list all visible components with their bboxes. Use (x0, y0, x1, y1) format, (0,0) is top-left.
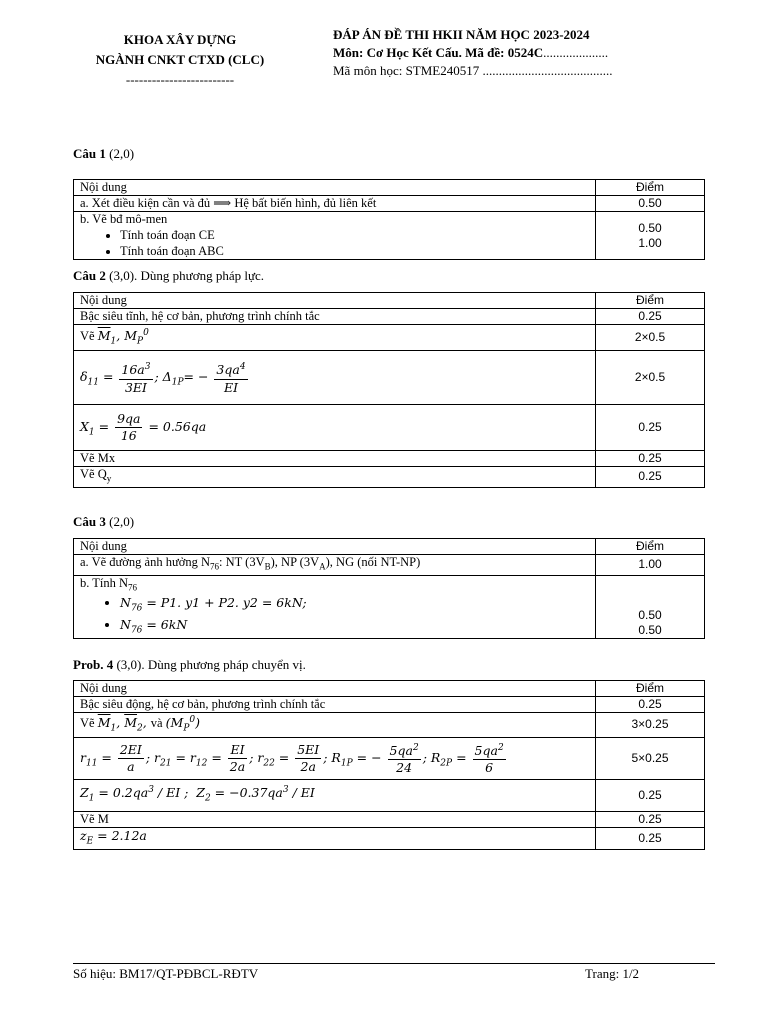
table-row (74, 779, 705, 811)
list-item: • $N_{76} = P1$. y1 + P2. y2 = 6kN; (120, 595, 589, 617)
faculty-name: KHOA XÂY DỰNG (123, 32, 237, 47)
q1-row-b-points: 0.50 1.00 (596, 212, 705, 260)
q3-title: Câu 3 (2,0) (73, 514, 135, 529)
q4-row-1: Bậc siêu động, hệ cơ bản, phương trình chính tắc (74, 697, 596, 713)
q2-row-5: Vẽ Mx (74, 451, 596, 467)
footer-doc-code: Số hiệu: BM17/QT-PĐBCL-RĐTV (73, 966, 259, 981)
q2-row-1: Bậc siêu tĩnh, hệ cơ bản, phương trình chính tắc (74, 309, 596, 325)
q4-table (73, 680, 705, 850)
program-name: NGÀNH CNKT CTXD (CLC) (95, 52, 265, 67)
col-points-header: Điểm (596, 681, 705, 697)
col-content-header: Nội dung (74, 539, 596, 555)
q1-table (73, 179, 705, 260)
table-header-row (74, 293, 705, 309)
header-divider: ------------------------- (125, 72, 235, 87)
q2-row-4-points: 0.25 (596, 405, 705, 451)
q4-row-6-points: 0.25 (596, 827, 705, 850)
q2-table (73, 292, 705, 488)
q4-row-2-points: 3×0.25 (596, 713, 705, 738)
q1-title: Câu 1 (2,0) (73, 146, 135, 161)
header-right (333, 26, 733, 80)
q1-row-b: b. Vẽ bđ mô-men • Tính toán đoạn CE • Tính toán đoạn ABC (74, 212, 596, 260)
q2-row-1-points: 0.25 (596, 309, 705, 325)
footer-divider (73, 963, 715, 964)
col-content-header: Nội dung (74, 681, 596, 697)
col-content-header: Nội dung (74, 293, 596, 309)
table-row (74, 467, 705, 488)
q2-title: Câu 2 (3,0). Dùng phương pháp lực. (73, 268, 265, 283)
q2-row-6-points: 0.25 (596, 467, 705, 488)
q4-row-5: Vẽ M (74, 811, 596, 827)
col-points-header: Điểm (596, 180, 705, 196)
q2-row-5-points: 0.25 (596, 451, 705, 467)
q4-row-3-points: 5×0.25 (596, 737, 705, 779)
exam-title: ĐÁP ÁN ĐỀ THI HKII NĂM HỌC 2023-2024 (333, 27, 590, 42)
table-row (74, 811, 705, 827)
q4-row-1-points: 0.25 (596, 697, 705, 713)
q4-row-3-formula: $r_{11}$ = $\frac{2EI}{a}$ ; $r_{21} = r_{12}$ = $\frac{EI}{2a}$ ; $r_{22}$ = $\frac{5EI}{2a}$ ; $R_{1P}$ = − $\frac{5qa^2}{24}$ ; $R_{2P}$ = $\frac{5qa^2}{6}$ (74, 737, 596, 779)
q2-row-2: Vẽ $\overline{M}_1$, $M_P^0$ (74, 325, 596, 351)
col-points-header: Điểm (596, 293, 705, 309)
q4-row-4-points: 0.25 (596, 779, 705, 811)
q2-row-4-formula: $X_1$ = $\frac{9qa}{16}$ = 0.56qa (74, 405, 596, 451)
q4-row-5-points: 0.25 (596, 811, 705, 827)
table-row (74, 575, 705, 639)
table-row (74, 351, 705, 405)
q1-row-a: a. Xét điều kiện cần và đủ ⟹ Hệ bất biến hình, đủ liên kết (74, 196, 596, 212)
q4-row-2: Vẽ $\overline{M}_1$, $\overline{M}_2$, và $(M_P^0)$ (74, 713, 596, 738)
col-points-header: Điểm (596, 539, 705, 555)
q3-row-b-points: 0.50 0.50 (596, 575, 705, 639)
q4-row-4-formula: $Z_1 = 0.2qa^3$ / EI ; $Z_2 = -0.37qa^3$ / EI (74, 779, 596, 811)
list-item: • Tính toán đoạn CE (120, 227, 589, 243)
subject-line: Môn: Cơ Học Kết Cấu. Mã đề: 0524C.................... (333, 45, 609, 60)
table-header-row (74, 180, 705, 196)
table-row (74, 737, 705, 779)
table-row (74, 405, 705, 451)
table-row (74, 309, 705, 325)
list-item: • $N_{76} = 6kN$ (120, 617, 589, 639)
q2-row-3-points: 2×0.5 (596, 351, 705, 405)
q3-row-a: a. Vẽ đường ảnh hưởng $N_{76}$: NT $(3V_B)$, NP $(3V_A)$, NG (nối NT-NP) (74, 555, 596, 576)
q2-row-6: Vẽ $Q_y$ (74, 467, 596, 488)
q2-row-2-points: 2×0.5 (596, 325, 705, 351)
table-row (74, 212, 705, 260)
q3-table (73, 538, 705, 639)
col-content-header: Nội dung (74, 180, 596, 196)
q4-row-6-formula: $z_E = 2.12a$ (74, 827, 596, 850)
code-line: Mã môn học: STME240517 ........................................ (333, 63, 613, 78)
table-row (74, 697, 705, 713)
q3-row-a-points: 1.00 (596, 555, 705, 576)
header-left (70, 30, 290, 90)
table-row (74, 827, 705, 850)
q2-row-3-formula: $\delta_{11}$ = $\frac{16a^3}{3EI}$ ; $\Delta_{1P}=$ − $\frac{3qa^4}{EI}$ (74, 351, 596, 405)
q4-title: Prob. 4 (3,0). Dùng phương pháp chuyển vị. (73, 657, 306, 672)
footer-page-number: Trang: 1/2 (585, 966, 640, 981)
list-item: • Tính toán đoạn ABC (120, 243, 589, 259)
table-row (74, 325, 705, 351)
table-row (74, 196, 705, 212)
table-row (74, 451, 705, 467)
q1-row-a-points: 0.50 (596, 196, 705, 212)
table-row (74, 555, 705, 576)
table-header-row (74, 681, 705, 697)
table-header-row (74, 539, 705, 555)
q3-row-b: b. Tính $N_{76}$ • $N_{76} = P1$. y1 + P2. y2 = 6kN; • $N_{76} = 6kN$ (74, 575, 596, 639)
table-row (74, 713, 705, 738)
